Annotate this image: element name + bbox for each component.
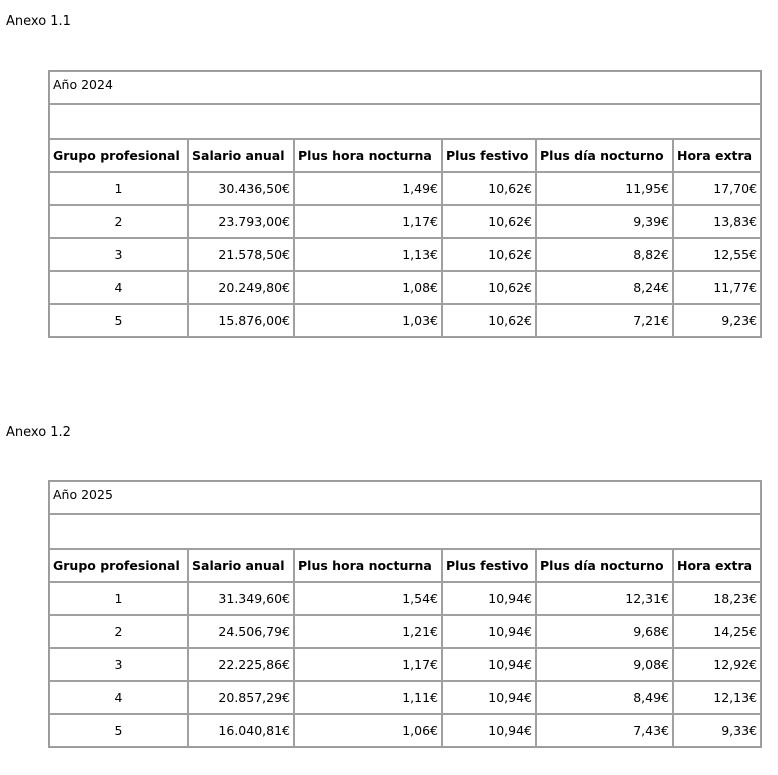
- column-header-grupo-profesional: Grupo profesional: [49, 549, 188, 582]
- cell-plus-festivo: 10,62€: [442, 304, 536, 337]
- cell-plus-festivo: 10,94€: [442, 582, 536, 615]
- table-row: [49, 238, 761, 271]
- cell-hora-extra: 11,77€: [673, 271, 761, 304]
- cell-plus-dia-nocturno: 11,95€: [536, 172, 673, 205]
- cell-grupo-profesional: 2: [49, 615, 188, 648]
- column-header-hora-extra: Hora extra: [673, 549, 761, 582]
- cell-plus-dia-nocturno: 8,49€: [536, 681, 673, 714]
- cell-hora-extra: 14,25€: [673, 615, 761, 648]
- cell-grupo-profesional: 1: [49, 582, 188, 615]
- cell-plus-dia-nocturno: 9,39€: [536, 205, 673, 238]
- cell-hora-extra: 18,23€: [673, 582, 761, 615]
- cell-grupo-profesional: 3: [49, 648, 188, 681]
- table-row: [49, 714, 761, 747]
- cell-salario-anual: 22.225,86€: [188, 648, 294, 681]
- cell-plus-hora-nocturna: 1,17€: [294, 205, 442, 238]
- annex-1-1-title: Anexo 1.1: [6, 14, 71, 29]
- cell-plus-dia-nocturno: 9,08€: [536, 648, 673, 681]
- cell-hora-extra: 9,33€: [673, 714, 761, 747]
- annex-1-2-title: Anexo 1.2: [6, 425, 71, 440]
- cell-grupo-profesional: 1: [49, 172, 188, 205]
- blank-row: [49, 514, 761, 549]
- cell-plus-hora-nocturna: 1,03€: [294, 304, 442, 337]
- cell-plus-festivo: 10,62€: [442, 271, 536, 304]
- cell-plus-festivo: 10,62€: [442, 172, 536, 205]
- cell-plus-hora-nocturna: 1,54€: [294, 582, 442, 615]
- cell-hora-extra: 17,70€: [673, 172, 761, 205]
- cell-plus-hora-nocturna: 1,06€: [294, 714, 442, 747]
- cell-grupo-profesional: 4: [49, 681, 188, 714]
- cell-plus-festivo: 10,94€: [442, 681, 536, 714]
- column-header-hora-extra: Hora extra: [673, 139, 761, 172]
- cell-plus-dia-nocturno: 9,68€: [536, 615, 673, 648]
- cell-salario-anual: 20.249,80€: [188, 271, 294, 304]
- cell-plus-festivo: 10,62€: [442, 205, 536, 238]
- cell-hora-extra: 9,23€: [673, 304, 761, 337]
- table-row: [49, 271, 761, 304]
- cell-plus-dia-nocturno: 7,21€: [536, 304, 673, 337]
- cell-plus-dia-nocturno: 7,43€: [536, 714, 673, 747]
- table-row: [49, 172, 761, 205]
- cell-hora-extra: 12,13€: [673, 681, 761, 714]
- cell-salario-anual: 21.578,50€: [188, 238, 294, 271]
- cell-plus-hora-nocturna: 1,13€: [294, 238, 442, 271]
- table-row: [49, 205, 761, 238]
- year-label: Año 2024: [49, 71, 761, 104]
- cell-plus-hora-nocturna: 1,49€: [294, 172, 442, 205]
- cell-salario-anual: 20.857,29€: [188, 681, 294, 714]
- cell-salario-anual: 30.436,50€: [188, 172, 294, 205]
- column-header-plus-hora-nocturna: Plus hora nocturna: [294, 549, 442, 582]
- cell-plus-dia-nocturno: 8,24€: [536, 271, 673, 304]
- cell-plus-dia-nocturno: 12,31€: [536, 582, 673, 615]
- cell-plus-dia-nocturno: 8,82€: [536, 238, 673, 271]
- cell-grupo-profesional: 2: [49, 205, 188, 238]
- cell-plus-festivo: 10,62€: [442, 238, 536, 271]
- cell-salario-anual: 23.793,00€: [188, 205, 294, 238]
- cell-salario-anual: 15.876,00€: [188, 304, 294, 337]
- cell-hora-extra: 12,92€: [673, 648, 761, 681]
- table-row: [49, 304, 761, 337]
- column-header-salario-anual: Salario anual: [188, 549, 294, 582]
- cell-hora-extra: 12,55€: [673, 238, 761, 271]
- salary-table-2024: [48, 70, 762, 338]
- table-row: [49, 615, 761, 648]
- cell-plus-festivo: 10,94€: [442, 714, 536, 747]
- column-header-plus-dia-nocturno: Plus día nocturno: [536, 139, 673, 172]
- cell-grupo-profesional: 5: [49, 304, 188, 337]
- cell-grupo-profesional: 3: [49, 238, 188, 271]
- cell-salario-anual: 16.040,81€: [188, 714, 294, 747]
- cell-plus-hora-nocturna: 1,08€: [294, 271, 442, 304]
- cell-salario-anual: 31.349,60€: [188, 582, 294, 615]
- column-header-grupo-profesional: Grupo profesional: [49, 139, 188, 172]
- column-header-salario-anual: Salario anual: [188, 139, 294, 172]
- column-header-plus-dia-nocturno: Plus día nocturno: [536, 549, 673, 582]
- blank-row: [49, 104, 761, 139]
- year-label: Año 2025: [49, 481, 761, 514]
- salary-table-2025: [48, 480, 762, 748]
- column-header-plus-festivo: Plus festivo: [442, 139, 536, 172]
- cell-hora-extra: 13,83€: [673, 205, 761, 238]
- cell-plus-hora-nocturna: 1,11€: [294, 681, 442, 714]
- cell-plus-festivo: 10,94€: [442, 648, 536, 681]
- cell-grupo-profesional: 5: [49, 714, 188, 747]
- cell-grupo-profesional: 4: [49, 271, 188, 304]
- table-row: [49, 681, 761, 714]
- cell-salario-anual: 24.506,79€: [188, 615, 294, 648]
- cell-plus-festivo: 10,94€: [442, 615, 536, 648]
- column-header-row: [49, 549, 761, 582]
- column-header-plus-festivo: Plus festivo: [442, 549, 536, 582]
- table-row: [49, 648, 761, 681]
- cell-plus-hora-nocturna: 1,17€: [294, 648, 442, 681]
- column-header-row: [49, 139, 761, 172]
- table-row: [49, 582, 761, 615]
- column-header-plus-hora-nocturna: Plus hora nocturna: [294, 139, 442, 172]
- cell-plus-hora-nocturna: 1,21€: [294, 615, 442, 648]
